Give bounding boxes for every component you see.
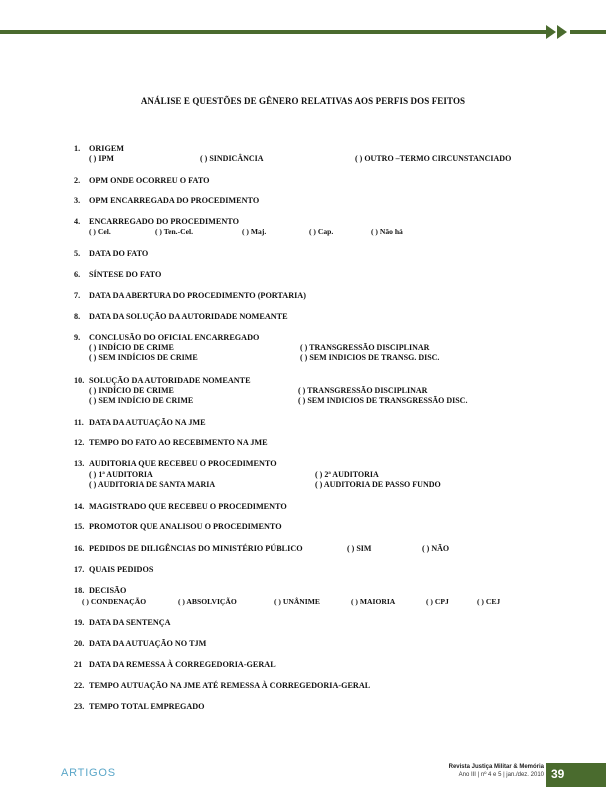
question-5: 5. DATA DO FATO [74,249,149,258]
checkbox-indicio-crime[interactable]: ( ) INDÍCIO DE CRIME [89,343,174,352]
checkbox-sem-indicio-crime-2[interactable]: ( ) SEM INDÍCIO DE CRIME [89,396,194,405]
question-10: 10. SOLUÇÃO DA AUTORIDADE NOMEANTE [74,376,251,385]
checkbox-unanime[interactable]: ( ) UNÂNIME [274,597,320,606]
question-8: 8. DATA DA SOLUÇÃO DA AUTORIDADE NOMEANTE [74,312,288,321]
page-number: 39 [551,767,565,781]
checkbox-cpj[interactable]: ( ) CPJ [426,597,449,606]
question-17: 17. QUAIS PEDIDOS [74,565,154,574]
checkbox-2a-auditoria[interactable]: ( ) 2ª AUDITORIA [315,470,379,479]
question-7: 7. DATA DA ABERTURA DO PROCEDIMENTO (PORTARIA) [74,291,306,300]
checkbox-ipm[interactable]: ( ) IPM [89,154,114,163]
double-arrow-icon [545,22,571,42]
question-19: 19. DATA DA SENTENÇA [74,618,171,627]
question-11: 11. DATA DA AUTUAÇÃO NA JME [74,418,206,427]
question-22: 22. TEMPO AUTUAÇÃO NA JME ATÉ REMESSA À CORREGEDORIA-GERAL [74,681,371,690]
checkbox-maioria[interactable]: ( ) MAIORIA [351,597,396,606]
journal-title: Revista Justiça Militar & Memória [448,764,544,770]
question-6: 6. SÍNTESE DO FATO [74,270,162,279]
page-title: ANÁLISE E QUESTÕES DE GÊNERO RELATIVAS AOS PERFIS DOS FEITOS [140,96,466,106]
question-20: 20. DATA DA AUTUAÇÃO NO TJM [74,639,207,648]
checkbox-condenacao[interactable]: ( ) CONDENAÇÃO [82,597,147,606]
header-rule [0,30,548,34]
checkbox-transgressao-2[interactable]: ( ) TRANSGRESSÃO DISCIPLINAR [298,386,428,395]
question-3: 3. OPM ENCARREGADA DO PROCEDIMENTO [74,196,260,205]
header-rule-right [570,30,606,34]
checkbox-sem-indicios-transg-2[interactable]: ( ) SEM INDICIOS DE TRANSGRESSÃO DISC. [298,396,468,405]
question-14: 14. MAGISTRADO QUE RECEBEU O PROCEDIMENTO [74,502,287,511]
checkbox-indicio-crime-2[interactable]: ( ) INDÍCIO DE CRIME [89,386,174,395]
checkbox-absolvicao[interactable]: ( ) ABSOLVIÇÃO [178,597,237,606]
checkbox-auditoria-passo-fundo[interactable]: ( ) AUDITORIA DE PASSO FUNDO [315,480,441,489]
checkbox-sem-indicios-crime[interactable]: ( ) SEM INDÍCIOS DE CRIME [89,353,198,362]
question-4: 4. ENCARREGADO DO PROCEDIMENTO [74,217,239,226]
question-16: 16. PEDIDOS DE DILIGÊNCIAS DO MINISTÉRIO PÚBLICO [74,544,303,553]
checkbox-cap[interactable]: ( ) Cap. [309,227,334,236]
checkbox-cej[interactable]: ( ) CEJ [477,597,501,606]
checkbox-cel[interactable]: ( ) Cel. [89,227,111,236]
question-21: 21 DATA DA REMESSA À CORREGEDORIA-GERAL [74,660,276,669]
question-12: 12. TEMPO DO FATO AO RECEBIMENTO NA JME [74,438,268,447]
section-label: ARTIGOS [61,767,116,779]
question-18: 18. DECISÃO [74,586,127,595]
checkbox-nao[interactable]: ( ) NÃO [422,544,450,553]
journal-issue: Ano III | nº 4 e 5 | jan./dez. 2010 [458,772,544,778]
question-2: 2. OPM ONDE OCORREU O FATO [74,176,210,185]
checkbox-sem-indicios-transg[interactable]: ( ) SEM INDICIOS DE TRANSG. DISC. [300,353,440,362]
checkbox-outro[interactable]: ( ) OUTRO –TERMO CIRCUNSTANCIADO [355,154,512,163]
checkbox-sim[interactable]: ( ) SIM [347,544,372,553]
checkbox-1a-auditoria[interactable]: ( ) 1ª AUDITORIA [89,470,153,479]
question-15: 15. PROMOTOR QUE ANALISOU O PROCEDIMENTO [74,522,282,531]
question-13: 13. AUDITORIA QUE RECEBEU O PROCEDIMENTO [74,459,277,468]
checkbox-nao-ha[interactable]: ( ) Não há [371,227,403,236]
checkbox-transgressao[interactable]: ( ) TRANSGRESSÃO DISCIPLINAR [300,343,430,352]
page-number-box [546,763,606,785]
question-23: 23. TEMPO TOTAL EMPREGADO [74,702,205,711]
checkbox-maj[interactable]: ( ) Maj. [242,227,267,236]
footer-rule [546,785,606,787]
checkbox-sindicancia[interactable]: ( ) SINDICÂNCIA [200,154,264,163]
question-9: 9. CONCLUSÃO DO OFICIAL ENCARREGADO [74,333,260,342]
checkbox-ten-cel[interactable]: ( ) Ten.-Cel. [155,227,193,236]
question-1: 1. ORIGEM [74,144,125,153]
checkbox-auditoria-santa-maria[interactable]: ( ) AUDITORIA DE SANTA MARIA [89,480,216,489]
journal-info [449,763,544,779]
